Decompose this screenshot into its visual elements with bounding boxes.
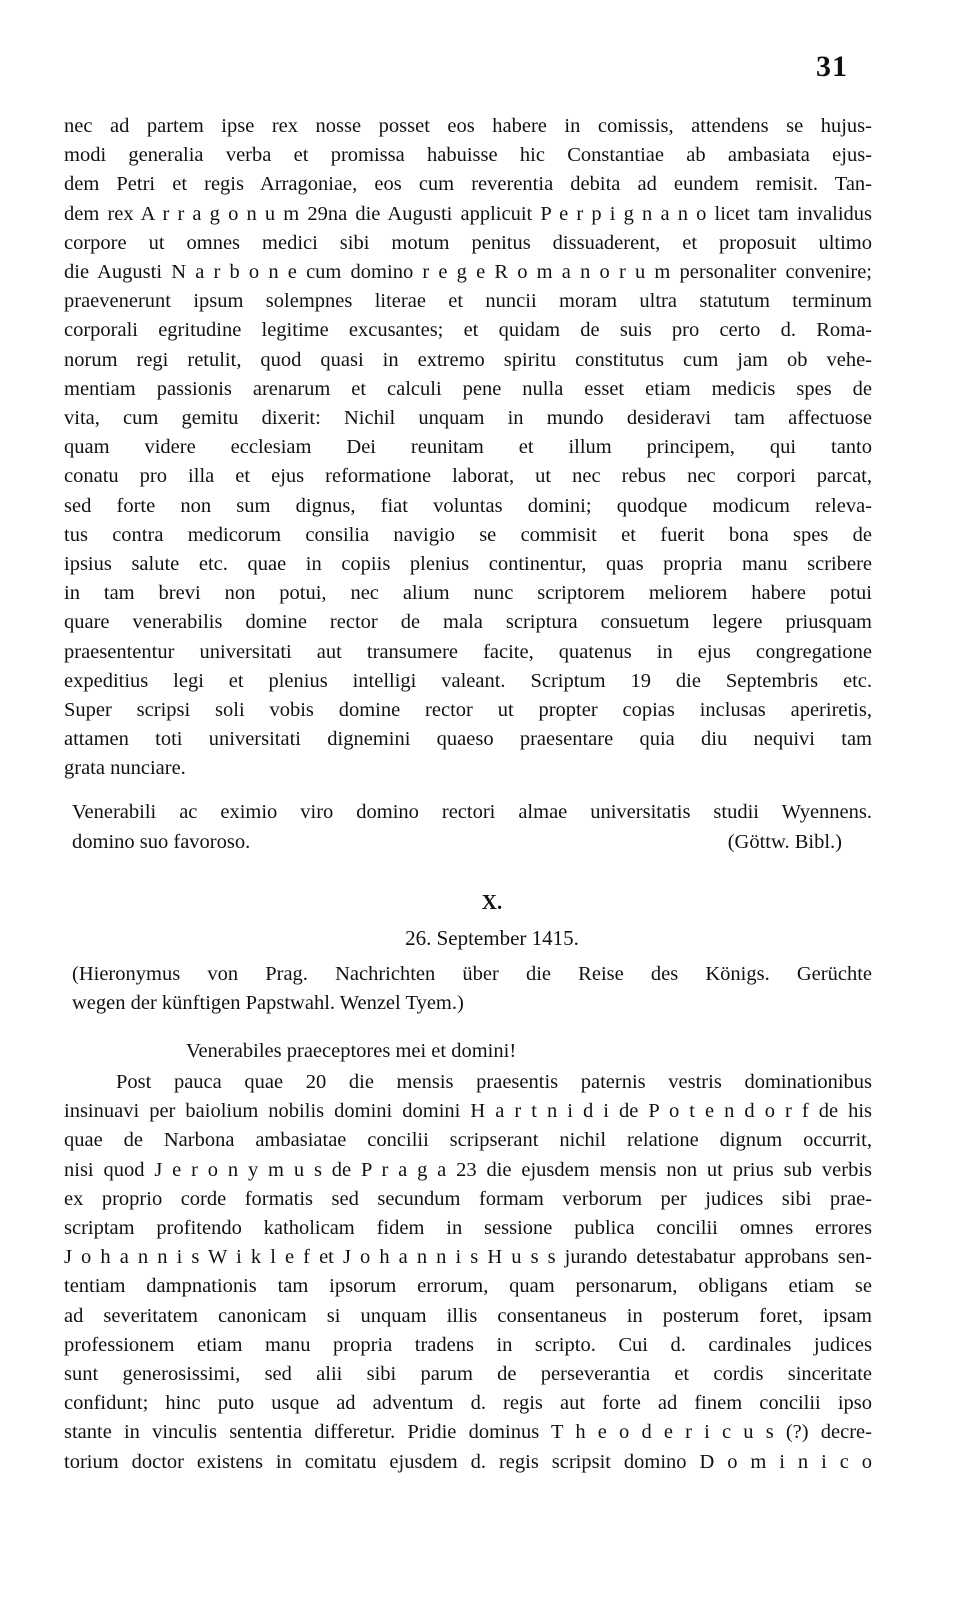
text-line: sunt generosissimi, sed alii sibi parum de perseverantia et cordis sinceritate — [64, 1363, 872, 1386]
text-line: vita, cum gemitu dixerit: Nichil unquam in mundo desideravi tam affectuose — [64, 407, 872, 430]
text-line: Super scripsi soli vobis domine rector ut propter copias inclusas aperiretis, — [64, 699, 872, 722]
text-line: professionem etiam manu propria tradens in scripto. Cui d. cardinales judices — [64, 1333, 872, 1356]
text-line: quam videre ecclesiam Dei reunitam et illum principem, qui tanto — [64, 436, 872, 459]
letter-address-line: Venerabili ac eximio viro domino rectori almae universitatis studii Wyennens. — [72, 801, 872, 823]
text-line: dem rex A r r a g o n u m 29na die Augusti applicuit P e r p i g n a n o licet tam invalidus — [64, 202, 872, 225]
text-line: conatu pro illa et ejus reformatione laborat, ut nec rebus nec corpori parcat, — [64, 465, 872, 488]
text-line: mentiam passionis arenarum et calculi pene nulla esset etiam medicis spes de — [64, 377, 872, 400]
text-line: ipsius salute etc. quae in copiis plenius continentur, quas propria manu scribere — [64, 553, 872, 576]
text-line: corpore ut omnes medici sibi motum penitus dissuaderent, et proposuit ultimo — [64, 231, 872, 254]
text-line: Post pauca quae 20 die mensis praesentis paternis vestris dominationibus — [116, 1071, 872, 1093]
text-line: expeditius legi et plenius intelligi valeant. Scriptum 19 die Septembris etc. — [64, 669, 872, 692]
letter-address-closing — [72, 828, 872, 857]
text-line: praevenerunt ipsum solempnes literae et nuncii moram ultra statutum terminum — [64, 290, 872, 313]
text-line: nec ad partem ipse rex nosse posset eos habere in comissis, attendens se hujus- — [64, 115, 872, 137]
text-line: in tam brevi non potui, nec alium nunc scriptorem meliorem habere potui — [64, 582, 872, 605]
text-line: grata nunciare. — [64, 757, 186, 780]
source-citation: (Göttw. Bibl.) — [727, 831, 842, 853]
text-line: confidunt; hinc puto usque ad adventum d. regis aut forte ad finem concilii ipso — [64, 1392, 872, 1415]
text-line: modi generalia verba et promissa habuisse hic Constantiae ab ambasiata ejus- — [64, 144, 872, 167]
text-line: die Augusti N a r b o n e cum domino r e g e R o m a n o r u m personaliter convenire; — [64, 261, 872, 284]
text-line: praesententur universitati aut transumere facite, quatenus in ejus congregatione — [64, 640, 872, 663]
text-line: nisi quod J e r o n y m u s de P r a g a 23 die ejusdem mensis non ut prius sub verbis — [64, 1158, 872, 1181]
paragraph-letter-body — [64, 1068, 872, 1477]
text-line: stante in vinculis sententia differetur. Pridie dominus T h e o d e r i c u s (?) decre- — [64, 1421, 872, 1444]
letter-salutation: Venerabiles praeceptores mei et domini! — [186, 1040, 517, 1062]
text-line: torium doctor existens in comitatu ejusdem d. regis scripsit domino D o m i n i c o — [64, 1450, 872, 1473]
text-line: wegen der künftigen Papstwahl. Wenzel Tyem.) — [72, 992, 464, 1015]
text-line: insinuavi per baiolium nobilis domini domini H a r t n i d i de P o t e n d o r f de his — [64, 1100, 872, 1123]
text-line: corporali egritudine legitime excusantes; et quidam de suis pro certo d. Roma- — [64, 319, 872, 342]
document-summary — [72, 960, 872, 1018]
document-date-heading: 26. September 1415. — [405, 926, 579, 950]
text-line: quare venerabilis domine rector de mala scriptura consuetum legere priusquam — [64, 611, 872, 634]
text-line: tentiam dampnationis tam ipsorum errorum, quam personarum, obligans etiam se — [64, 1275, 872, 1298]
text-line: scriptam profitendo katholicam fidem in sessione publica concilii omnes errores — [64, 1217, 872, 1240]
text-line: attamen toti universitati dignemini quaeso praesentare quia diu nequivi tam — [64, 728, 872, 751]
paragraph-letter-continuation — [64, 112, 872, 784]
document-number-heading: X. — [481, 890, 503, 914]
address-recipient: domino suo favoroso. — [72, 831, 251, 853]
text-line: dem Petri et regis Arragoniae, eos cum reverentia debita ad eundem remisit. Tan- — [64, 173, 872, 196]
page-number: 31 — [816, 50, 848, 83]
text-line: J o h a n n i s W i k l e f et J o h a n n i s H u s s jurando detestabatur approbans sen- — [64, 1246, 872, 1269]
text-line: norum regi retulit, quod quasi in extremo spiritu constitutus cum jam ob vehe- — [64, 348, 872, 371]
text-line: ex proprio corde formatis sed secundum formam verborum per judices sibi prae- — [64, 1187, 872, 1210]
text-line: ad severitatem canonicam si unquam illis consentaneus in posterum foret, ipsam — [64, 1304, 872, 1327]
text-line: tus contra medicorum consilia navigio se commisit et fuerit bona spes de — [64, 523, 872, 546]
text-line: (Hieronymus von Prag. Nachrichten über die Reise des Königs. Gerüchte — [72, 963, 872, 985]
text-line: sed forte non sum dignus, fiat voluntas domini; quodque modicum releva- — [64, 494, 872, 517]
text-line: quae de Narbona ambasiatae concilii scripserant nichil relatione dignum occurrit, — [64, 1129, 872, 1152]
